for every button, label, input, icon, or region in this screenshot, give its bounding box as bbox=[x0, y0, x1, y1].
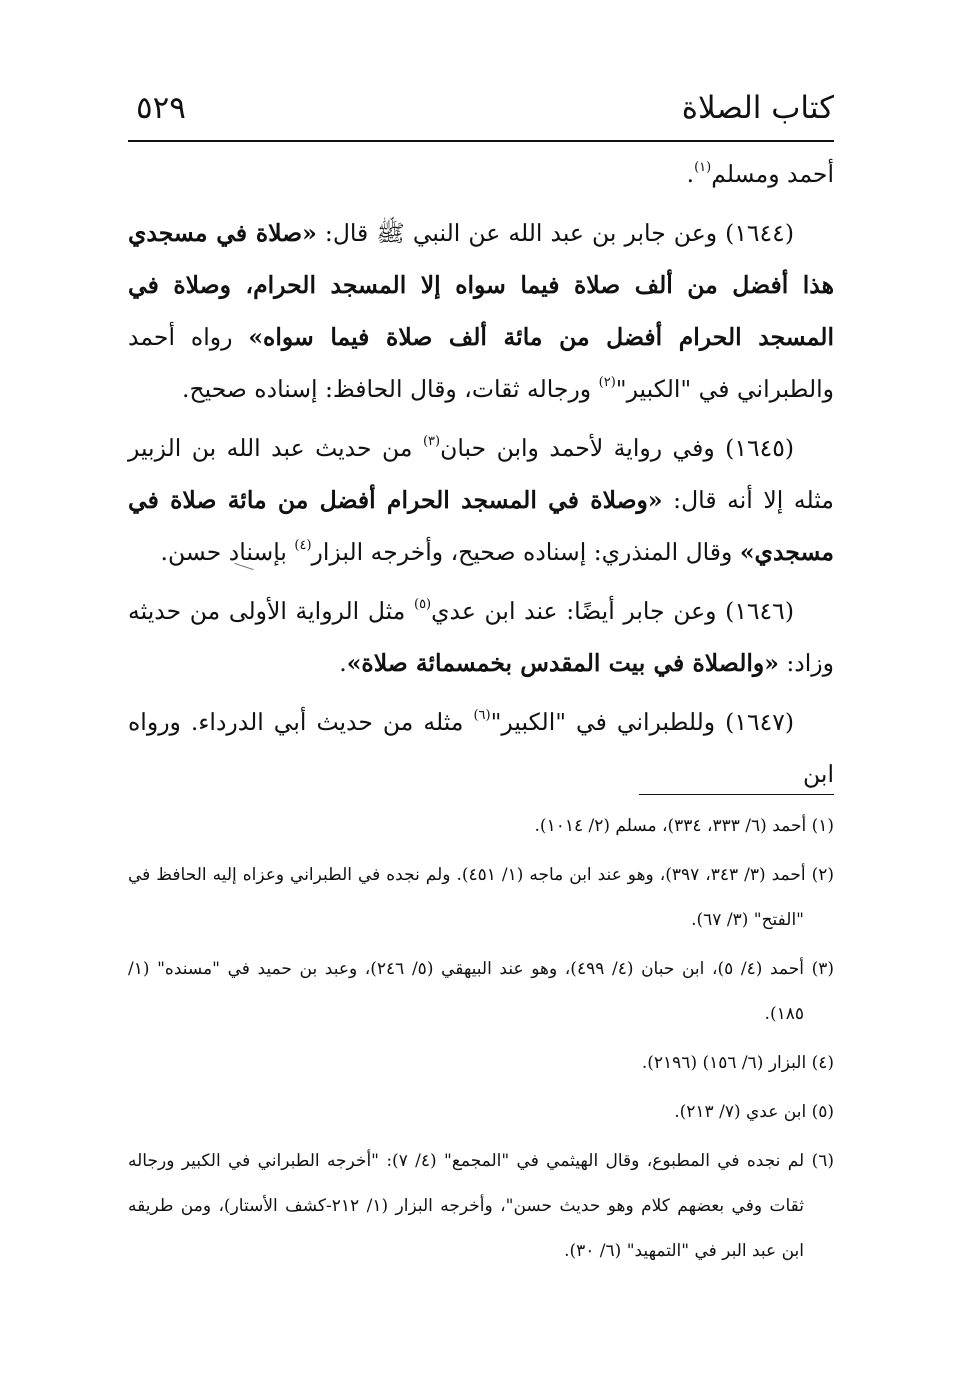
footnote-ref: (٢) bbox=[598, 375, 616, 390]
text: رواه أحمد والطبراني في "الكبير" bbox=[128, 323, 834, 403]
hadith-quote: «والصلاة في بيت المقدس بخمسمائة صلاة» bbox=[346, 649, 779, 677]
text: . bbox=[339, 649, 347, 677]
text: من حديث عبد الله بن الزبير مثله إلا أنه قال: bbox=[128, 434, 834, 514]
hadith-1645 bbox=[128, 422, 834, 578]
hadith-quote: «وصلاة في المسجد الحرام أفضل من مائة صلاة في مسجدي» bbox=[128, 486, 834, 566]
text: وعن جابر أيضًا: عند ابن عدي bbox=[431, 597, 726, 625]
text: وعن جابر بن عبد الله عن النبي ﷺ قال: bbox=[316, 219, 726, 247]
text: بإسناد حسن. bbox=[160, 538, 295, 566]
hadith-1646 bbox=[128, 585, 834, 689]
text: أحمد ومسلم bbox=[711, 160, 834, 188]
text: ورجاله ثقات، وقال الحافظ: إسناده صحيح. bbox=[181, 375, 599, 403]
footnote-ref: (٤) bbox=[294, 538, 312, 553]
header-rule bbox=[128, 140, 834, 142]
footnote-2: (٢) أحمد (٣/ ٣٤٣، ٣٩٧)، وهو عند ابن ماجه (١/ ٤٥١). ولم نجده في الطبراني وعزاه إليه الحافظ في "الفتح" (٣/ ٦٧). bbox=[128, 865, 835, 930]
text: وللطبراني في "الكبير" bbox=[490, 708, 726, 736]
footnote-1: (١) أحمد (٦/ ٣٣٣، ٣٣٤)، مسلم (٢/ ١٠١٤). bbox=[534, 816, 834, 836]
footnote-3: (٣) أحمد (٤/ ٥)، ابن حبان (٤/ ٤٩٩)، وهو عند البيهقي (٥/ ٢٤٦)، وعبد بن حميد في "مسنده" (١/ ١٨٥). bbox=[128, 959, 834, 1024]
hadith-number: (١٦٤٤) bbox=[725, 219, 794, 247]
page-header bbox=[128, 86, 834, 138]
footnote-5: (٥) ابن عدي (٧/ ٢١٣). bbox=[674, 1102, 834, 1122]
hadith-quote: «صلاة في مسجدي هذا أفضل من ألف صلاة فيما سواه إلا المسجد الحرام، وصلاة في المسجد الحرام أفضل من مائة ألف صلاة فيما سواه» bbox=[128, 219, 834, 351]
footnote-ref: (٣) bbox=[422, 434, 441, 449]
paragraph-ahmad-muslim bbox=[128, 148, 834, 200]
hadith-number: (١٦٤٥) bbox=[725, 434, 794, 462]
page-number: ٥٢٩ bbox=[136, 90, 186, 126]
footnote-ref: (١) bbox=[694, 160, 712, 175]
main-text bbox=[128, 148, 834, 807]
footnote-6: (٦) لم نجده في المطبوع، وقال الهيثمي في "المجمع" (٤/ ٧): "أخرجه الطبراني في الكبير ورجاله ثقات وفي بعضهم كلام وهو حديث حسن"، وأخرجه البزار (١/ ٢١٢-كشف الأستار)، ومن طريقه ابن عبد البر في "التمهيد" (٦/ ٣٠). bbox=[128, 1151, 834, 1261]
text: وقال المنذري: إسناده صحيح، وأخرجه البزار bbox=[311, 538, 740, 566]
text: وفي رواية لأحمد وابن حبان bbox=[440, 434, 726, 462]
hadith-number: (١٦٤٧) bbox=[725, 708, 794, 736]
footnote-4: (٤) البزار (٦/ ١٥٦) (٢١٩٦). bbox=[641, 1053, 834, 1073]
hadith-1647 bbox=[128, 696, 834, 800]
text: مثله من حديث أبي الدرداء. ورواه ابن bbox=[128, 708, 834, 788]
text: مثل الرواية الأولى من حديثه وزاد: bbox=[128, 597, 834, 677]
footnotes bbox=[128, 804, 834, 1278]
hadith-number: (١٦٤٦) bbox=[725, 597, 794, 625]
text: . bbox=[686, 160, 695, 188]
running-title: كتاب الصلاة bbox=[681, 90, 834, 126]
footnote-separator bbox=[639, 794, 834, 795]
hadith-1644 bbox=[128, 207, 834, 415]
footnote-ref: (٦) bbox=[473, 708, 491, 723]
footnote-ref: (٥) bbox=[413, 597, 432, 612]
